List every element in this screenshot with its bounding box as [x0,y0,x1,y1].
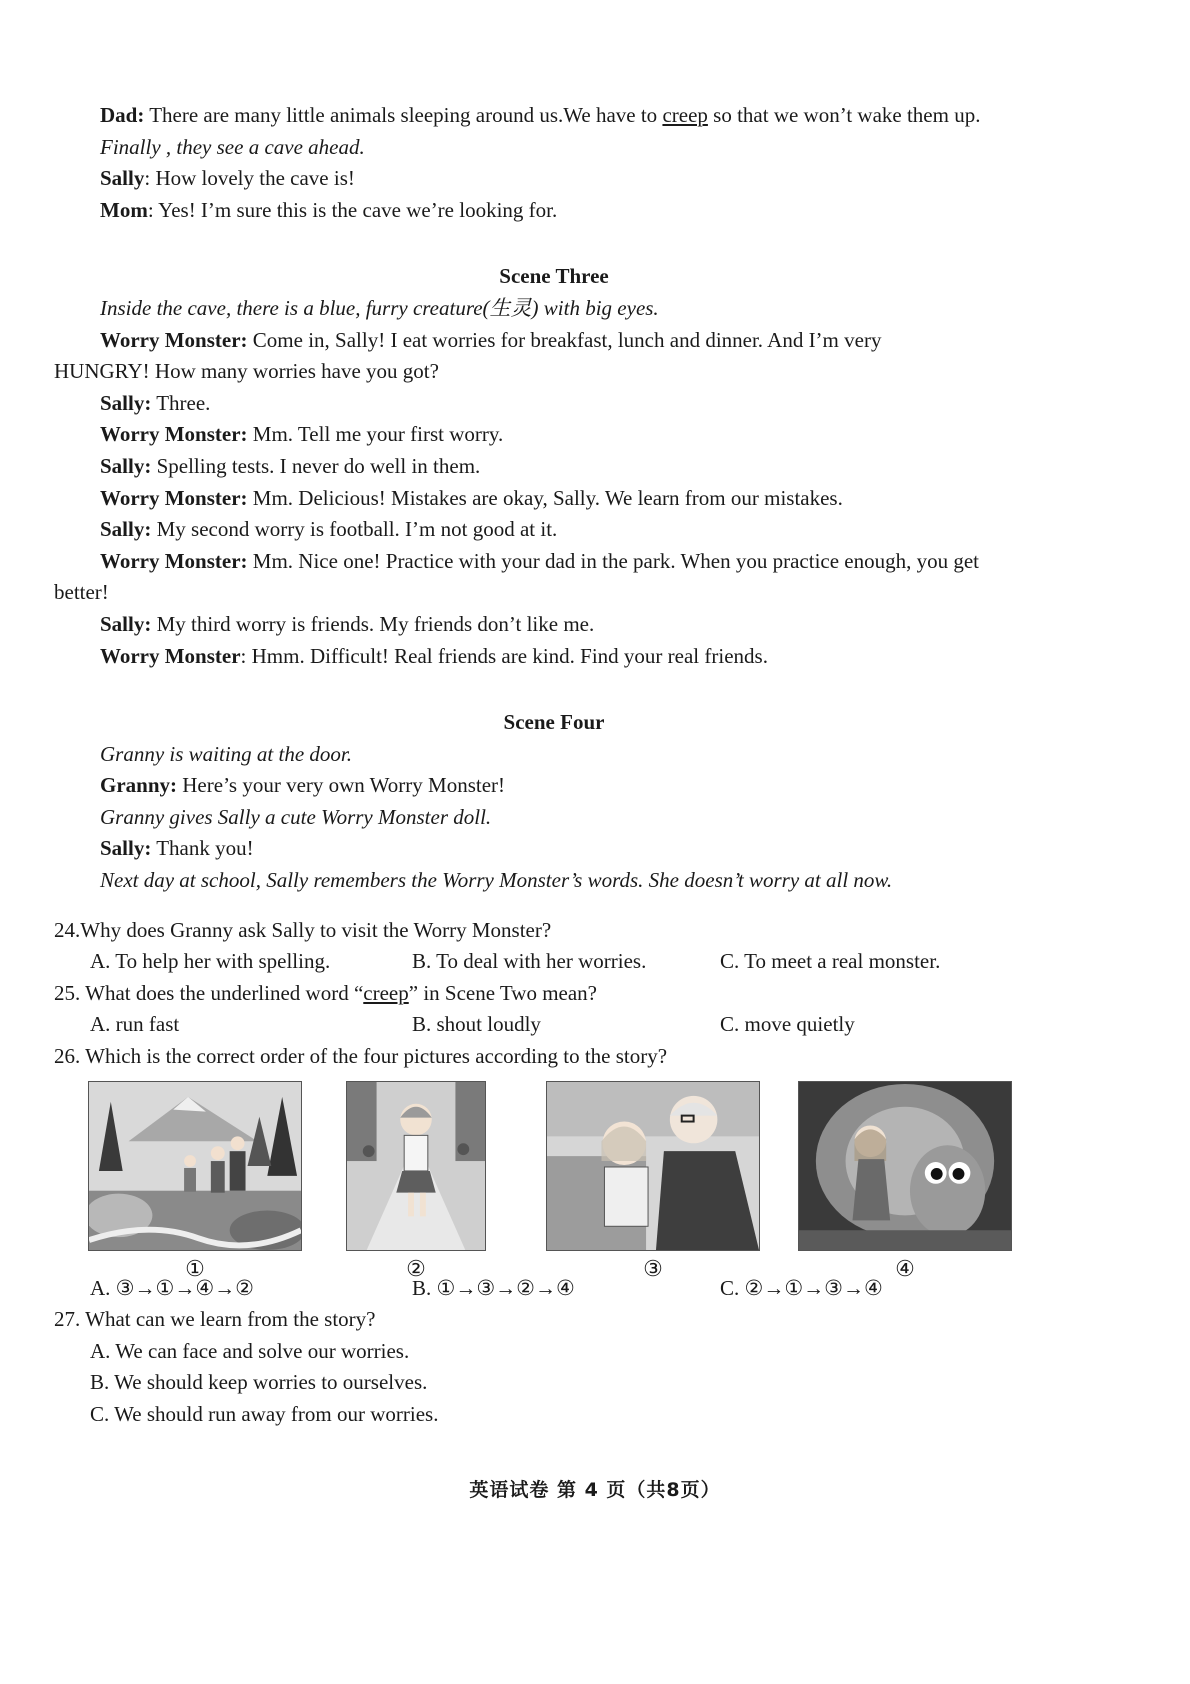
picture-label-2: ② [406,1255,426,1281]
option-a: A. run fast [90,1012,180,1037]
speaker-worry-monster: Worry Monster [100,643,241,668]
dialogue-line-worry-monster [54,483,1054,515]
option-b: B. We should keep worries to ourselves. [90,1370,428,1395]
option-b: B. ①→③→②→④ [412,1275,575,1300]
stage-direction: Next day at school, Sally remembers the Worry Monster’s words. She doesn’t worry at all now. [100,868,893,893]
stage-direction: Finally , they see a cave ahead. [100,134,365,159]
scene-three-title: Scene Three [499,264,609,289]
speaker-sally: Sally: [100,611,152,636]
dialogue-line-worry-monster [54,325,1054,357]
option-c: C. move quietly [720,1012,855,1037]
picture-label-3: ③ [643,1255,663,1281]
dialogue-line-mom [54,195,1054,227]
dialogue-line-dad [54,100,1054,132]
dialogue-continuation: better! [54,580,109,605]
exam-page [54,100,1054,1431]
dialogue-line-worry-monster [54,641,1054,673]
dialogue-text: My third worry is friends. My friends don’t like me. [151,611,595,636]
picture-1-hiking [88,1081,302,1251]
stage-direction: Granny gives Sally a cute Worry Monster doll. [100,804,492,829]
dialogue-line-sally [54,163,1054,195]
dialogue-text: : How lovely the cave is! [144,166,355,191]
speaker-worry-monster: Worry Monster: [100,422,248,447]
picture-label-4: ④ [895,1255,915,1281]
question-27: 27. What can we learn from the story? [54,1307,376,1332]
dialogue-text: There are many little animals sleeping around us.We have to [144,103,663,127]
dialogue-text: Thank you! [151,836,254,861]
scene-four-title: Scene Four [503,710,605,735]
speaker-sally: Sally [100,166,145,191]
dialogue-line-sally [54,833,1054,865]
question-24: 24.Why does Granny ask Sally to visit the Worry Monster? [54,917,552,942]
speaker-sally: Sally: [100,390,152,415]
dialogue-text: Here’s your very own Worry Monster! [177,773,506,798]
speaker-granny: Granny: [100,773,178,798]
dialogue-text: so that we won’t wake them up. [707,103,981,127]
question-26: 26. Which is the correct order of the four pictures according to the story? [54,1044,668,1069]
option-b: B. To deal with her worries. [412,949,647,974]
question-text: ” in Scene Two mean? [408,980,597,1005]
dialogue-text: My second worry is football. I’m not good at it. [151,517,558,542]
dialogue-line-worry-monster [54,419,1054,451]
option-a: A. ③→①→④→② [90,1275,254,1300]
page-footer: 英语试卷 第 4 页（共8页） [469,1479,721,1501]
dialogue-line-sally [54,514,1054,546]
option-a: A. To help her with spelling. [90,949,331,974]
dialogue-text: Mm. Tell me your first worry. [247,422,504,447]
option-a: A. We can face and solve our worries. [90,1338,410,1363]
dialogue-line-sally [54,451,1054,483]
dialogue-line-worry-monster [54,546,1054,578]
option-b: B. shout loudly [412,1012,541,1037]
speaker-dad: Dad: [100,103,145,127]
dialogue-text: : Hmm. Difficult! Real friends are kind. Find your real friends. [240,643,768,668]
underlined-word-creep: creep [363,980,409,1005]
question-25 [54,978,1054,1010]
story-pictures [54,1081,1054,1281]
speaker-mom: Mom [100,197,148,222]
picture-label-1: ① [185,1255,205,1281]
speaker-worry-monster: Worry Monster: [100,327,248,352]
question-text: 25. What does the underlined word “ [54,980,364,1005]
dialogue-text: : Yes! I’m sure this is the cave we’re looking for. [147,197,558,222]
question-24-options [54,946,1054,978]
dialogue-line-granny [54,770,1054,802]
dialogue-text: Mm. Nice one! Practice with your dad in the park. When you practice enough, you get [247,548,980,573]
stage-direction: Inside the cave, there is a blue, furry creature(生灵) with big eyes. [100,295,659,320]
option-c: C. To meet a real monster. [720,949,941,974]
dialogue-text: Spelling tests. I never do well in them. [151,453,481,478]
dialogue-line-sally [54,388,1054,420]
dialogue-line-sally [54,609,1054,641]
stage-direction: Granny is waiting at the door. [100,741,353,766]
option-c: C. ②→①→③→④ [720,1275,883,1300]
picture-2-school-walk [346,1081,486,1251]
question-25-options [54,1009,1054,1041]
dialogue-text: Three. [151,390,211,415]
picture-3-granny-talk [546,1081,760,1251]
picture-4-worry-monster-cave [798,1081,1012,1251]
speaker-worry-monster: Worry Monster: [100,548,248,573]
option-c: C. We should run away from our worries. [90,1402,439,1426]
speaker-worry-monster: Worry Monster: [100,485,248,510]
dialogue-continuation: HUNGRY! How many worries have you got? [54,359,439,384]
underlined-word-creep: creep [662,103,708,127]
speaker-sally: Sally: [100,453,152,478]
dialogue-text: Come in, Sally! I eat worries for breakfast, lunch and dinner. And I’m very [247,327,882,352]
dialogue-text: Mm. Delicious! Mistakes are okay, Sally. We learn from our mistakes. [247,485,843,510]
speaker-sally: Sally: [100,836,152,861]
speaker-sally: Sally: [100,517,152,542]
